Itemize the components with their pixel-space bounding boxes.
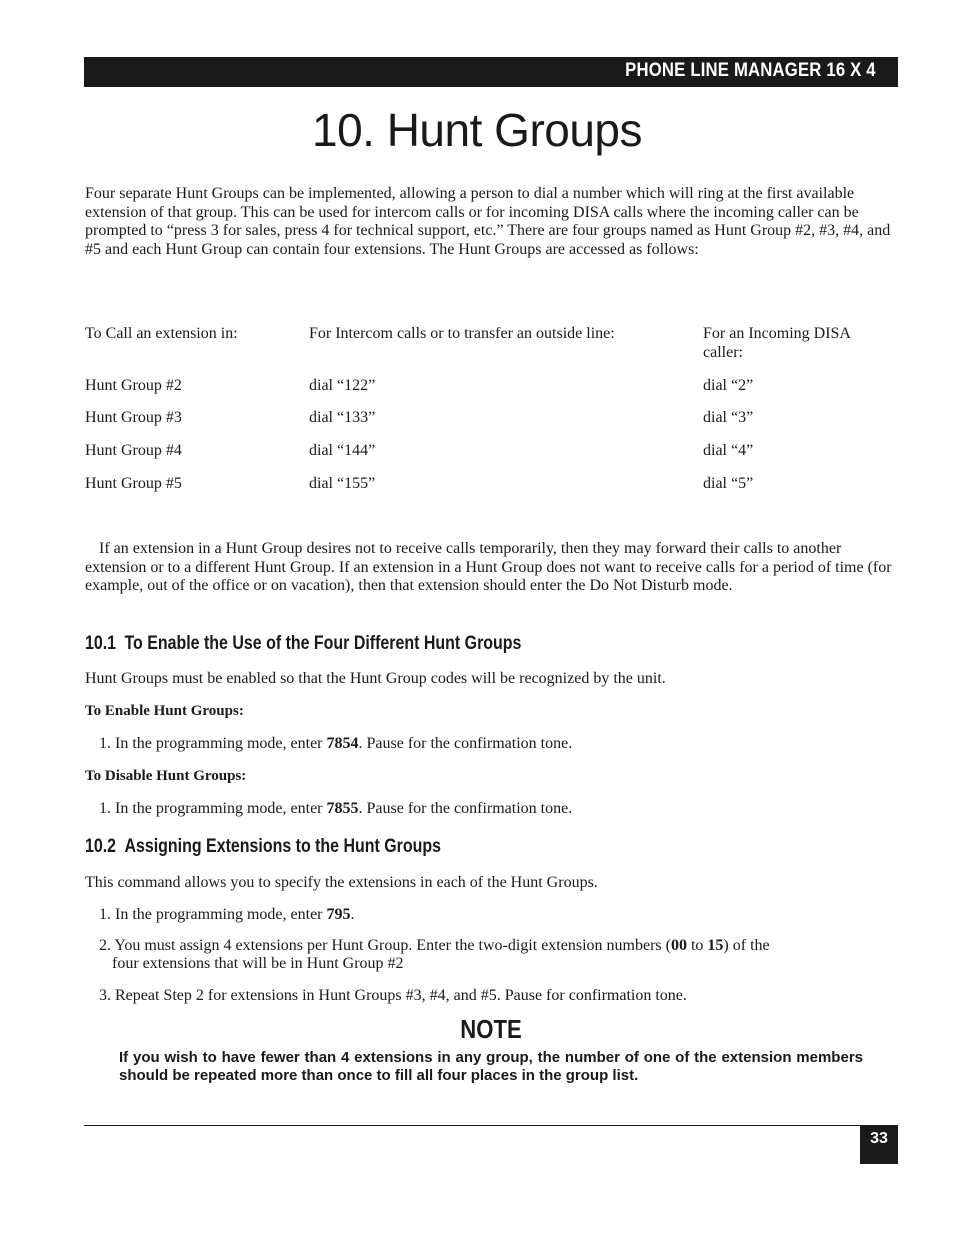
step-text: . Pause for the confirmation tone. xyxy=(358,800,573,817)
table-cell: dial “5” xyxy=(703,475,754,492)
running-header-title: PHONE LINE MANAGER 16 X 4 xyxy=(625,60,876,81)
assign-step-2-continued: four extensions that will be in Hunt Group #2 xyxy=(112,955,404,972)
disable-code: 7855 xyxy=(326,800,359,817)
step-text: 1. In the programming mode, enter xyxy=(99,735,327,752)
table-header-cell: To Call an extension in: xyxy=(85,325,238,342)
section-1-body: Hunt Groups must be enabled so that the Hunt Group codes will be recognized by the unit. xyxy=(85,670,666,687)
disable-step xyxy=(99,800,572,819)
enable-label: To Enable Hunt Groups: xyxy=(85,703,244,719)
table-header-cell: For an Incoming DISA caller: xyxy=(703,325,851,361)
extension-max: 15 xyxy=(707,937,724,954)
section-heading-10-2 xyxy=(85,836,441,858)
section-2-body: This command allows you to specify the extensions in each of the Hunt Groups. xyxy=(85,874,598,891)
step-text: 2. You must assign 4 extensions per Hunt Group. Enter the two-digit extension numbers ( xyxy=(99,937,671,954)
assign-code: 795 xyxy=(326,906,351,923)
step-text: to xyxy=(686,937,708,954)
forward-paragraph: If an extension in a Hunt Group desires not to receive calls temporarily, then they may forward their calls to another extension or to a different Hunt Group. If an extension in a Hunt Group does not want to receive calls for a period of time (for example, out of the office or on vacation), then that extension should enter the Do Not Disturb mode. xyxy=(85,540,892,595)
assign-step-2 xyxy=(99,937,770,956)
table-cell: dial “144” xyxy=(309,442,376,459)
footer-rule xyxy=(84,1125,898,1126)
note-heading: NOTE xyxy=(460,1014,522,1044)
section-heading-10-1 xyxy=(85,633,521,655)
table-cell: dial “2” xyxy=(703,377,754,394)
running-header-bar xyxy=(84,57,898,87)
step-text: ) of the xyxy=(723,937,770,954)
table-cell: dial “133” xyxy=(309,409,376,426)
table-cell: dial “4” xyxy=(703,442,754,459)
section-title: Assigning Extensions to the Hunt Groups xyxy=(124,836,442,857)
table-cell: dial “122” xyxy=(309,377,376,394)
section-number: 10.2 xyxy=(85,836,117,857)
note-text: If you wish to have fewer than 4 extensions in any group, the number of one of the extension members should be repeated more than once to fill all four places in the group list. xyxy=(119,1049,863,1084)
assign-step-3: 3. Repeat Step 2 for extensions in Hunt Groups #3, #4, and #5. Pause for confirmation tone. xyxy=(99,987,687,1004)
enable-code: 7854 xyxy=(326,735,359,752)
disable-label: To Disable Hunt Groups: xyxy=(85,768,247,784)
table-cell: Hunt Group #3 xyxy=(85,409,182,426)
table-cell: Hunt Group #4 xyxy=(85,442,182,459)
step-text: . xyxy=(350,906,355,923)
intro-paragraph: Four separate Hunt Groups can be implemented, allowing a person to dial a number which will ring at the first available extension of that group. This can be used for intercom calls or for incoming DISA calls where the incoming caller can be prompted to “press 3 for sales, press 4 for technical support, etc.” There are four groups named as Hunt Group #2, #3, #4, and #5 and each Hunt Group can contain four extensions. The Hunt Groups are accessed as follows: xyxy=(85,185,891,258)
step-text: . Pause for the confirmation tone. xyxy=(358,735,573,752)
step-text: 1. In the programming mode, enter xyxy=(99,906,327,923)
table-cell: dial “3” xyxy=(703,409,754,426)
section-number: 10.1 xyxy=(85,633,117,654)
enable-step xyxy=(99,735,572,754)
section-title: To Enable the Use of the Four Different Hunt Groups xyxy=(124,633,522,654)
table-cell: dial “155” xyxy=(309,475,376,492)
table-header-cell: For Intercom calls or to transfer an outside line: xyxy=(309,325,615,342)
assign-step-1 xyxy=(99,906,355,925)
table-cell: Hunt Group #5 xyxy=(85,475,182,492)
table-cell: Hunt Group #2 xyxy=(85,377,182,394)
extension-min: 00 xyxy=(670,937,687,954)
step-text: 1. In the programming mode, enter xyxy=(99,800,327,817)
page-number: 33 xyxy=(860,1125,898,1164)
chapter-title: 10. Hunt Groups xyxy=(311,104,643,156)
